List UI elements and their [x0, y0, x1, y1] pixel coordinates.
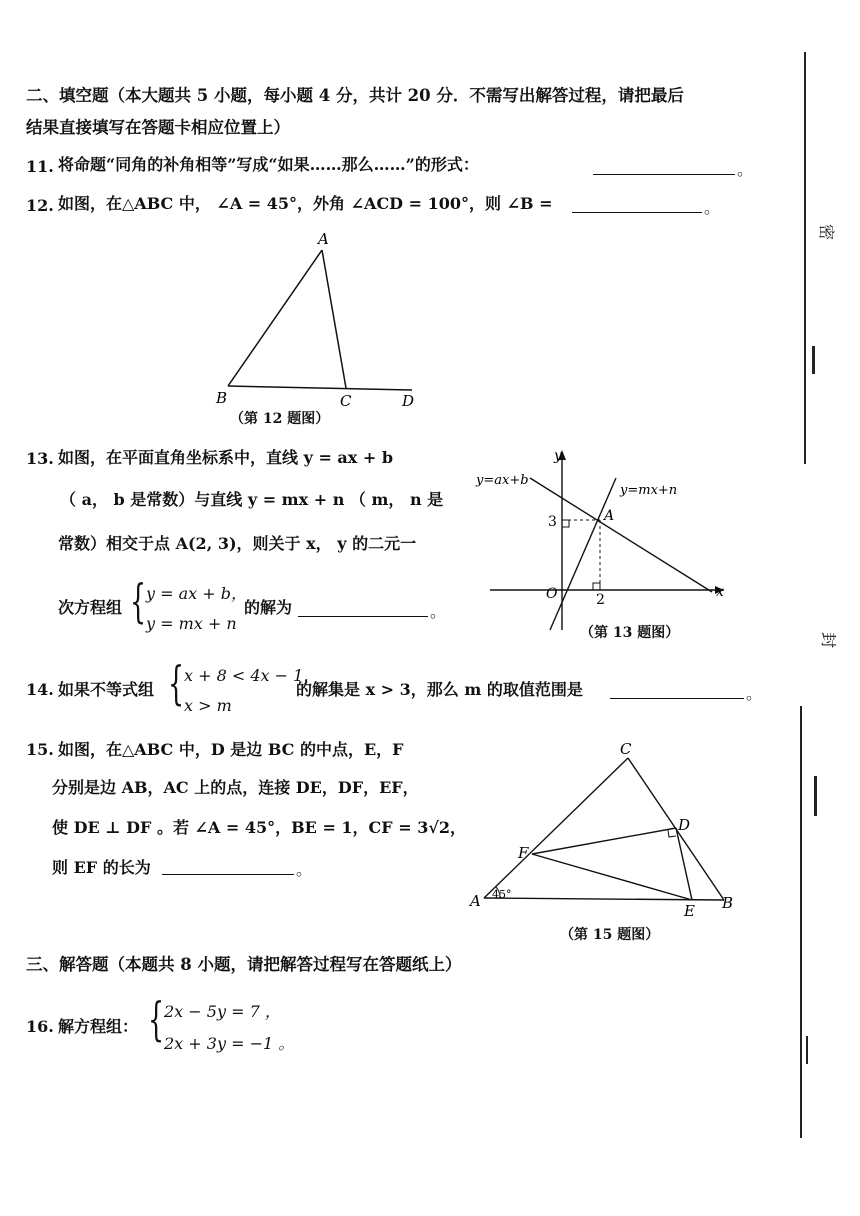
question-13-line2: （ a， b 是常数）与直线 y = mx + n （ m， n 是: [60, 490, 444, 509]
section-heading: 二、填空题（本大题共 5 小题，每小题 4 分，共计 20 分．不需写出解答过程，请把最后: [26, 86, 684, 105]
line-label-mx-n: y=mx+n: [620, 483, 678, 498]
side-AB: [228, 250, 322, 386]
inequality-2: x > m: [184, 696, 232, 715]
binding-mark: [812, 346, 815, 374]
question-15-line4: 则 EF 的长为: [52, 858, 151, 877]
label-A: A: [470, 892, 481, 910]
question-16-prefix: 解方程组：: [58, 1017, 139, 1036]
label-D: D: [678, 816, 691, 834]
figure-caption: （第 15 题图）: [560, 927, 660, 943]
seal-mark: 封: [819, 631, 839, 649]
tick-label-2: 2: [596, 592, 605, 608]
seal-mark: 密: [817, 223, 837, 241]
tick-label-3: 3: [548, 514, 557, 530]
equation-2: y = mx + n: [146, 614, 237, 633]
label-C: C: [340, 392, 352, 410]
binding-mark: [806, 1036, 808, 1064]
question-14-suffix: 的解集是 x > 3，那么 m 的取值范围是: [296, 680, 583, 699]
label-B: B: [216, 389, 228, 407]
label-E: E: [684, 902, 695, 920]
angle-label: 45°: [492, 888, 512, 901]
label-B: B: [722, 894, 734, 912]
y-label: y: [554, 448, 562, 464]
label-F: F: [518, 844, 529, 862]
system-brace: {: [168, 656, 185, 710]
label-C: C: [620, 740, 632, 758]
question-number: 12.: [26, 196, 54, 215]
line-mx-n: [550, 478, 616, 630]
label-A: A: [318, 230, 329, 248]
right-angle-mark: [562, 520, 569, 527]
answer-blank[interactable]: [610, 697, 744, 699]
system-brace: {: [148, 992, 165, 1046]
figure-caption: （第 12 题图）: [230, 411, 330, 427]
period: 。: [746, 684, 763, 703]
period: 。: [737, 160, 754, 179]
question-14-prefix: 如果不等式组: [58, 680, 155, 699]
question-12-text: 如图，在△ABC 中， ∠A = 45°，外角 ∠ACD = 100°，则 ∠B =: [58, 194, 553, 213]
right-angle-mark: [668, 830, 676, 837]
inequality-1: x + 8 < 4x − 1，: [184, 666, 320, 685]
answer-blank[interactable]: [298, 615, 428, 617]
period: 。: [704, 198, 721, 217]
origin-label: O: [546, 586, 558, 602]
question-number: 15.: [26, 740, 54, 759]
period: 。: [430, 602, 447, 621]
question-number: 13.: [26, 449, 54, 468]
answer-blank[interactable]: [572, 211, 702, 213]
side-AC: [322, 250, 346, 388]
side-AC: [484, 758, 628, 898]
question-number: 11.: [26, 157, 54, 176]
question-13-line4: 次方程组: [58, 598, 123, 617]
right-angle-mark: [593, 583, 600, 590]
answer-blank[interactable]: [593, 173, 735, 175]
section-heading-continued: 结果直接填写在答题卡相应位置上）: [26, 118, 290, 137]
question-15-line3: 使 DE ⊥ DF 。若 ∠A = 45°，BE = 1，CF = 3√2，: [52, 818, 466, 837]
coordinate-figure-13: [470, 440, 740, 640]
question-15-line2: 分别是边 AB，AC 上的点，连接 DE，DF，EF，: [52, 778, 419, 797]
system-brace: {: [130, 574, 147, 628]
label-D: D: [402, 392, 415, 410]
segment-FD: [532, 828, 676, 854]
question-number: 14.: [26, 680, 54, 699]
segment-DE: [676, 828, 692, 900]
point-label-A: A: [604, 508, 615, 524]
equation-1: 2x − 5y = 7 ，: [164, 1002, 281, 1021]
equation-1: y = ax + b，: [146, 584, 248, 603]
question-13-line1: 如图，在平面直角坐标系中，直线 y = ax + b: [58, 448, 394, 467]
triangle-figure-15: [466, 736, 746, 926]
answer-blank[interactable]: [162, 873, 294, 875]
question-11-text: 将命题“同角的补角相等”写成“如果……那么……”的形式：: [58, 155, 479, 174]
period: 。: [296, 860, 313, 879]
binding-line: [800, 706, 802, 1138]
section-heading: 三、解答题（本题共 8 小题，请把解答过程写在答题纸上）: [26, 955, 462, 974]
binding-line: [804, 52, 806, 464]
binding-mark: [814, 776, 817, 816]
question-13-suffix: 的解为: [244, 598, 293, 617]
line-label-ax-b: y=ax+b: [476, 473, 529, 488]
segment-FE: [532, 854, 692, 900]
question-13-line3: 常数）相交于点 A(2, 3)，则关于 x， y 的二元一: [58, 534, 417, 553]
triangle-figure-12: [200, 228, 440, 428]
question-15-line1: 如图，在△ABC 中，D 是边 BC 的中点，E，F: [58, 740, 404, 759]
figure-caption: （第 13 题图）: [580, 625, 680, 641]
equation-2: 2x + 3y = −1 。: [164, 1034, 295, 1053]
question-number: 16.: [26, 1017, 54, 1036]
line-BD: [228, 386, 412, 390]
x-label: x: [716, 584, 724, 600]
